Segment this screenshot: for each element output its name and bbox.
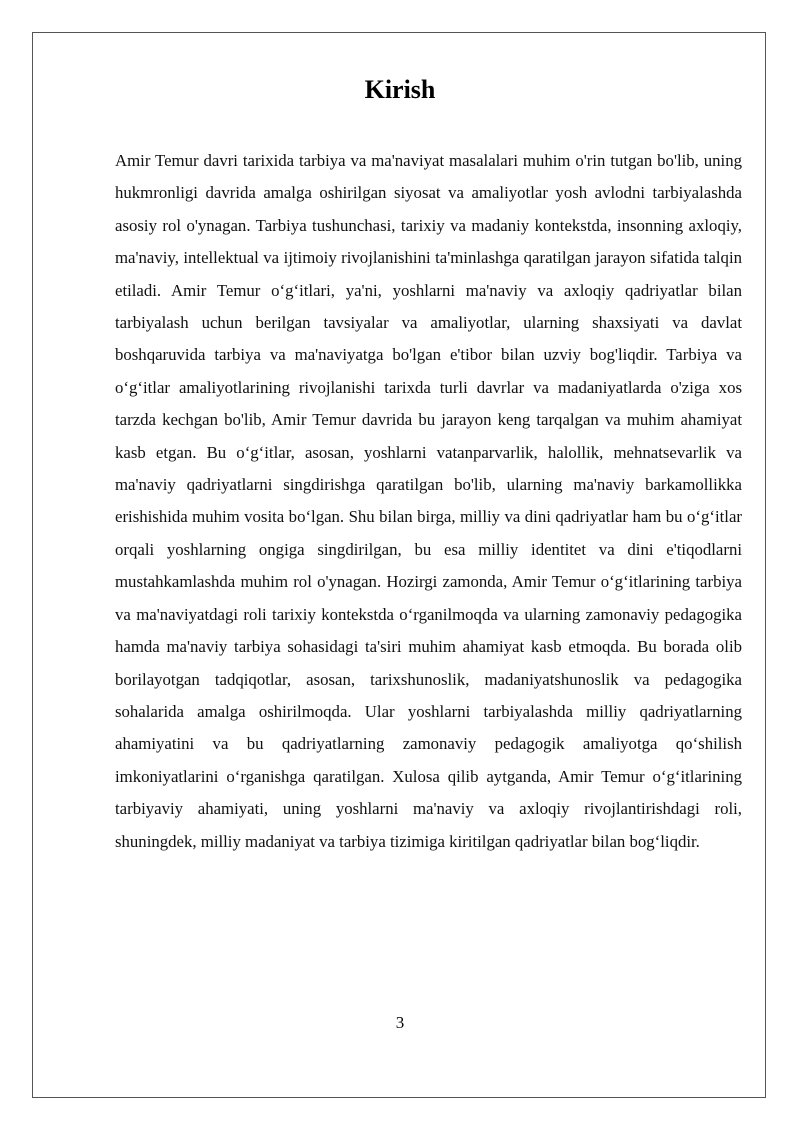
page-title: Kirish	[364, 75, 436, 104]
body-paragraph: Amir Temur davri tarixida tarbiya va ma'naviyat masalalari muhim o'rin tutgan bo'lib, uning hukmronligi davrida amalga oshirilgan siyosat va amaliyotlar yosh avlodni tarbiyalashda asosiy rol o'ynagan. Tarbiya tushunchasi, tarixiy va madaniy kontekstda, insonning axloqiy, ma'naviy, intellektual va ijtimoiy rivojlanishini ta'minlashga qaratilgan jarayon sifatida talqin etiladi. Amir Temur o‘g‘itlari, ya'ni, yoshlarni ma'naviy va axloqiy qadriyatlar bilan tarbiyalash uchun berilgan tavsiyalar va amaliyotlar, ularning shaxsiyati va davlat boshqaruvida tarbiya va ma'naviyatga bo'lgan e'tibor bilan uzviy bog'liqdir. Tarbiya va o‘g‘itlar amaliyotlarining rivojlanishi tarixda turli davrlar va madaniyatlarda o'ziga xos tarzda kechgan bo'lib, Amir Temur davrida bu jarayon keng tarqalgan va muhim ahamiyat kasb etgan. Bu o‘g‘itlar, asosan, yoshlarni vatanparvarlik, halollik, mehnatsevarlik va ma'naviy qadriyatlarni singdirishga qaratilgan bo'lib, ularning ma'naviy barkamollikka erishishida muhim vosita bo‘lgan. Shu bilan birga, milliy va dini qadriyatlar ham bu o‘g‘itlar orqali yoshlarning ongiga singdirilgan, bu esa milliy identitet va dini e'tiqodlarni mustahkamlashda muhim rol o'ynagan. Hozirgi zamonda, Amir Temur o‘g‘itlarining tarbiya va ma'naviyatdagi roli tarixiy kontekstda o‘rganilmoqda va ularning zamonaviy pedagogika hamda ma'naviy tarbiya sohasidagi ta'siri muhim ahamiyat kasb etmoqda. Bu borada olib borilayotgan tadqiqotlar, asosan, tarixshunoslik, madaniyatshunoslik va pedagogika sohalarida amalga oshirilmoqda. Ular yoshlarni tarbiyalashda milliy qadriyatlarning ahamiyatini va bu qadriyatlarning zamonaviy pedagogik amaliyotga qo‘shilish imkoniyatlarini o‘rganishga qaratilgan. Xulosa qilib aytganda, Amir Temur o‘g‘itlarining tarbiyaviy ahamiyati, uning yoshlarni ma'naviy va axloqiy rivojlantirishdagi roli, shuningdek, milliy madaniyat va tarbiya tizimiga kiritilgan qadriyatlar bilan bog‘liqdir.	[115, 151, 742, 851]
page-number: 3	[395, 1013, 405, 1032]
